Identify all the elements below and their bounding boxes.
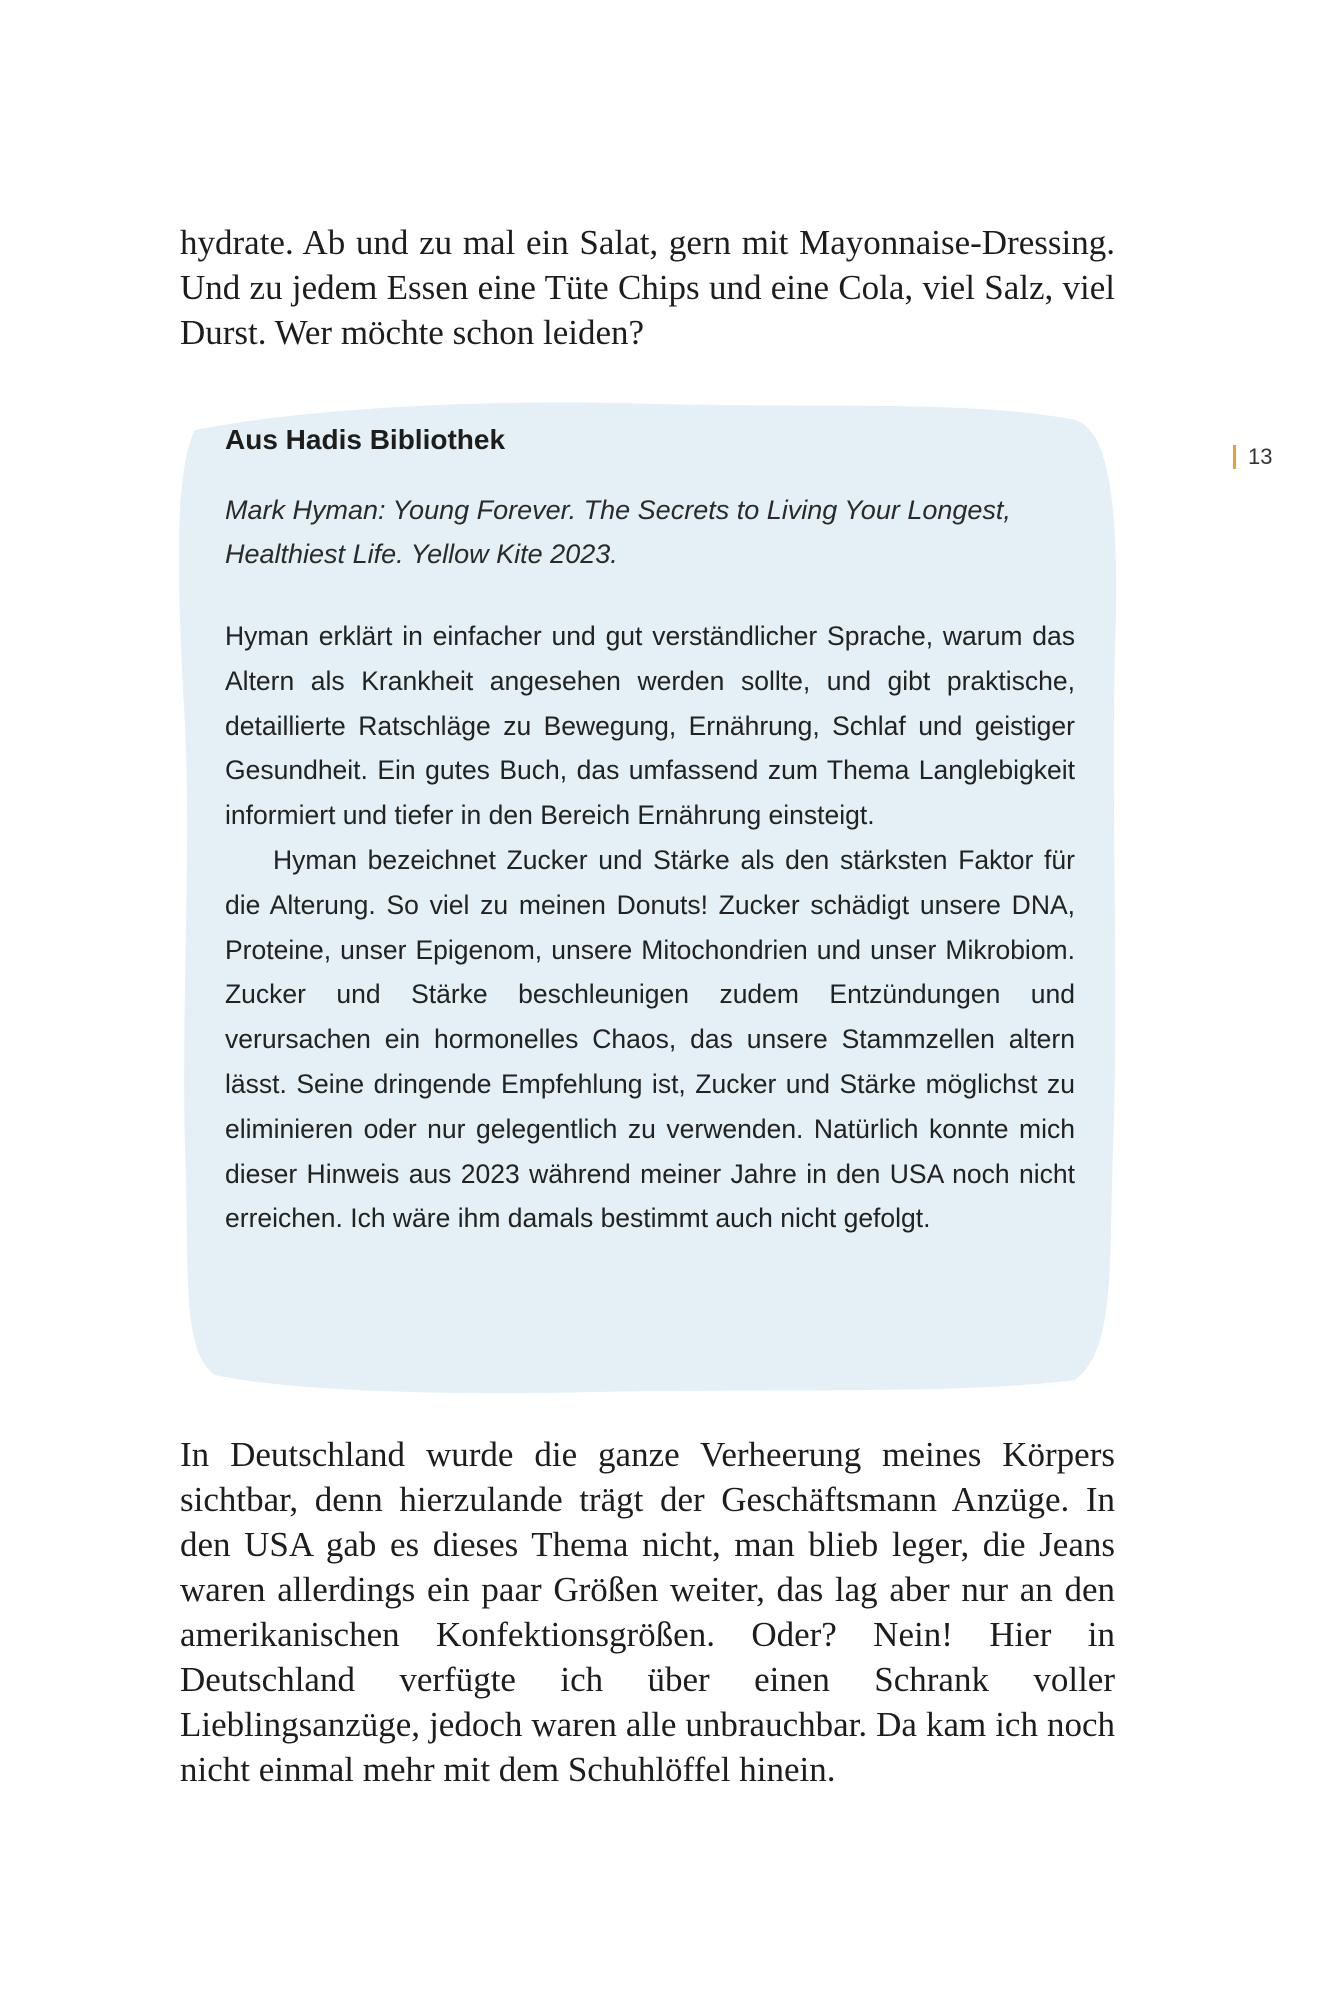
library-box-paragraph-1: Hyman erklärt in einfacher und gut verständlicher Sprache, warum das Altern als Krankheit angesehen werden sollte, und gibt praktische, detaillierte Ratschläge zu Bewegung, Ernährung, Schlaf und geistiger Gesundheit. Ein gutes Buch, das umfassend zum Thema Langlebigkeit informiert und tiefer in den Bereich Ernährung einsteigt. xyxy=(225,621,1075,831)
page-number-value: 13 xyxy=(1248,444,1273,469)
intro-paragraph: hydrate. Ab und zu mal ein Salat, gern mit Mayonnaise-Dressing. Und zu jedem Essen eine Tüte Chips und eine Cola, viel Salz, viel Durst. Wer möchte schon leiden? xyxy=(180,223,1115,352)
library-box-paragraph-2: Hyman bezeichnet Zucker und Stärke als den stärksten Faktor für die Alterung. So viel zu meinen Donuts! Zucker schädigt unsere DNA, Proteine, unser Epigenom, unsere Mitochondrien und unser Mikrobiom. Zucker und Stärke beschleunigen zudem Entzündungen und verursachen ein hormonelles Chaos, das unsere Stammzellen altern lässt. Seine dringende Empfehlung ist, Zucker und Stärke möglichst zu eliminieren oder nur gelegentlich zu verwenden. Natürlich konnte mich dieser Hinweis aus 2023 während meiner Jahre in den USA noch nicht erreichen. Ich wäre ihm damals bestimmt auch nicht gefolgt. xyxy=(225,844,1075,1234)
library-box-heading: Aus Hadis Bibliothek xyxy=(225,424,506,455)
page-number-accent-bar xyxy=(1233,445,1236,469)
book-reference: Mark Hyman: Young Forever. The Secrets to Living Your Longest, Healthiest Life. Yellow Kite 2023. xyxy=(225,495,1011,569)
outro-paragraph: In Deutschland wurde die ganze Verheerung meines Körpers sichtbar, denn hierzulande trägt der Geschäftsmann Anzüge. In den USA gab es dieses Thema nicht, man blieb leger, die Jeans waren allerdings ein paar Größen weiter, das lag aber nur an den amerikanischen Konfektionsgrößen. Oder? Nein! Hier in Deutschland verfügte ich über einen Schrank voller Lieblingsanzüge, jedoch waren alle unbrauchbar. Da kam ich noch nicht einmal mehr mit dem Schuhlöffel hinein. xyxy=(180,1435,1115,1789)
page-number xyxy=(1233,443,1272,471)
library-box xyxy=(225,418,1075,1241)
